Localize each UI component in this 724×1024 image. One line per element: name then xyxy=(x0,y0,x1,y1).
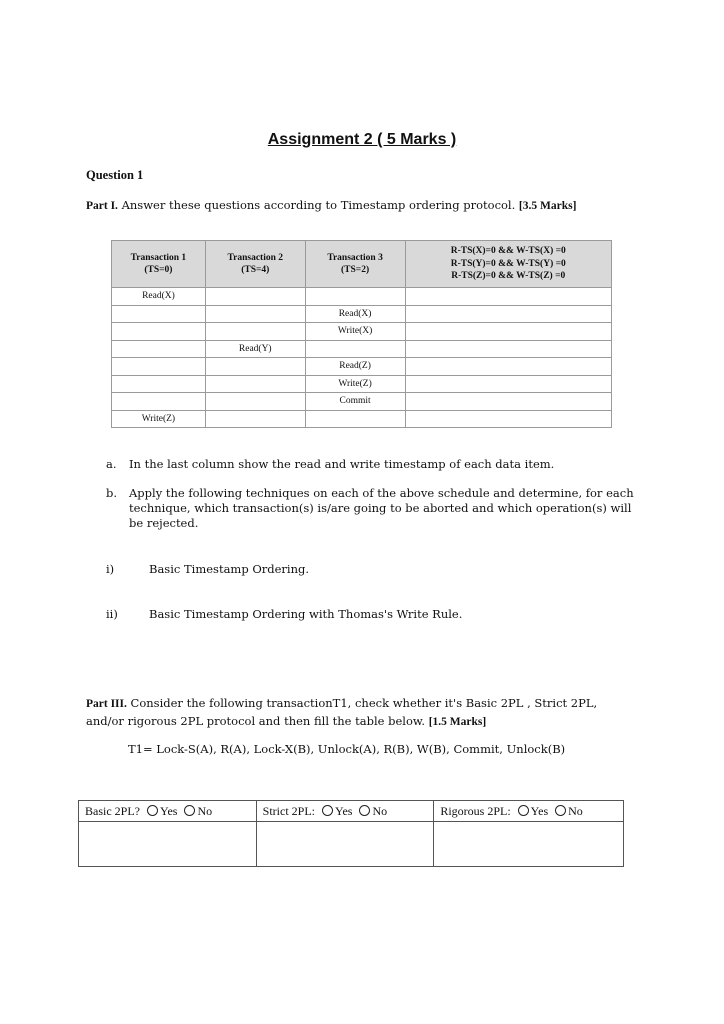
part1-label: Part I. xyxy=(86,200,118,212)
item-ii-label: ii) xyxy=(106,607,118,621)
strict-2pl-cell: Strict 2PL: Yes No xyxy=(256,801,434,822)
schedule-cell xyxy=(205,323,305,341)
schedule-cell xyxy=(205,305,305,323)
schedule-cell xyxy=(112,393,206,411)
schedule-cell: Read(X) xyxy=(112,288,206,306)
schedule-cell[interactable] xyxy=(405,410,612,428)
part3-marks: [1.5 Marks] xyxy=(428,716,487,728)
header-transaction-1: Transaction 1 (TS=0) xyxy=(112,241,206,288)
schedule-row xyxy=(112,375,612,393)
schedule-cell xyxy=(205,393,305,411)
schedule-cell: Commit xyxy=(305,393,405,411)
strict-yes-radio[interactable] xyxy=(322,805,333,816)
schedule-cell: Read(Z) xyxy=(305,358,405,376)
schedule-cell[interactable] xyxy=(405,375,612,393)
schedule-cell: Write(X) xyxy=(305,323,405,341)
schedule-cell xyxy=(305,288,405,306)
part1-text: Answer these questions according to Timestamp ordering protocol. xyxy=(121,198,516,212)
protocol-answer-row xyxy=(79,822,624,867)
schedule-cell xyxy=(112,323,206,341)
schedule-row xyxy=(112,358,612,376)
strict-answer-cell[interactable] xyxy=(256,822,434,867)
schedule-cell xyxy=(205,375,305,393)
schedule-cell xyxy=(205,288,305,306)
header-transaction-3: Transaction 3 (TS=2) xyxy=(305,241,405,288)
schedule-cell xyxy=(305,340,405,358)
schedule-row xyxy=(112,340,612,358)
rigorous-yes-radio[interactable] xyxy=(518,805,529,816)
item-ii-text: Basic Timestamp Ordering with Thomas's Write Rule. xyxy=(149,607,463,621)
schedule-cell: Read(Y) xyxy=(205,340,305,358)
schedule-cell[interactable] xyxy=(405,323,612,341)
header-timestamps: R-TS(X)=0 && W-TS(X) =0 R-TS(Y)=0 && W-TS(Y) =0 R-TS(Z)=0 && W-TS(Z) =0 xyxy=(405,241,612,288)
schedule-cell xyxy=(112,305,206,323)
rigorous-answer-cell[interactable] xyxy=(434,822,624,867)
schedule-cell xyxy=(305,410,405,428)
part1-marks: [3.5 Marks] xyxy=(518,200,577,212)
schedule-row xyxy=(112,393,612,411)
schedule-header-row xyxy=(112,241,612,288)
schedule-cell[interactable] xyxy=(405,340,612,358)
basic-2pl-cell: Basic 2PL? Yes No xyxy=(79,801,257,822)
basic-yes-radio[interactable] xyxy=(147,805,158,816)
item-i-label: i) xyxy=(106,562,115,576)
schedule-cell: Read(X) xyxy=(305,305,405,323)
header-transaction-2: Transaction 2 (TS=4) xyxy=(205,241,305,288)
schedule-cell[interactable] xyxy=(405,393,612,411)
basic-no-radio[interactable] xyxy=(184,805,195,816)
schedule-cell[interactable] xyxy=(405,305,612,323)
part3-text: Consider the following transactionT1, check whether it's Basic 2PL , Strict 2PL, and/or rigorous 2PL protocol and then fill the table below. xyxy=(86,696,598,728)
schedule-row xyxy=(112,323,612,341)
protocol-table xyxy=(78,800,624,867)
question-label: Question 1 xyxy=(86,168,144,182)
schedule-cell: Write(Z) xyxy=(112,410,206,428)
schedule-cell[interactable] xyxy=(405,288,612,306)
schedule-row xyxy=(112,305,612,323)
schedule-cell xyxy=(112,375,206,393)
item-i-text: Basic Timestamp Ordering. xyxy=(149,562,310,576)
basic-answer-cell[interactable] xyxy=(79,822,257,867)
transaction-t1: T1= Lock-S(A), R(A), Lock-X(B), Unlock(A), R(B), W(B), Commit, Unlock(B) xyxy=(128,742,566,756)
schedule-cell: Write(Z) xyxy=(305,375,405,393)
schedule-table xyxy=(111,240,612,428)
part1-instruction xyxy=(86,198,576,212)
schedule-row xyxy=(112,410,612,428)
part3-instruction xyxy=(86,695,631,731)
schedule-cell xyxy=(205,410,305,428)
rigorous-no-radio[interactable] xyxy=(555,805,566,816)
rigorous-2pl-cell: Rigorous 2PL: Yes No xyxy=(434,801,624,822)
part3-label: Part III. xyxy=(86,698,127,710)
strict-no-radio[interactable] xyxy=(359,805,370,816)
schedule-cell xyxy=(112,358,206,376)
schedule-cell[interactable] xyxy=(405,358,612,376)
schedule-cell xyxy=(205,358,305,376)
protocol-header-row xyxy=(79,801,624,822)
schedule-cell xyxy=(112,340,206,358)
page-title: Assignment 2 ( 5 Marks ) xyxy=(267,131,457,148)
schedule-row xyxy=(112,288,612,306)
